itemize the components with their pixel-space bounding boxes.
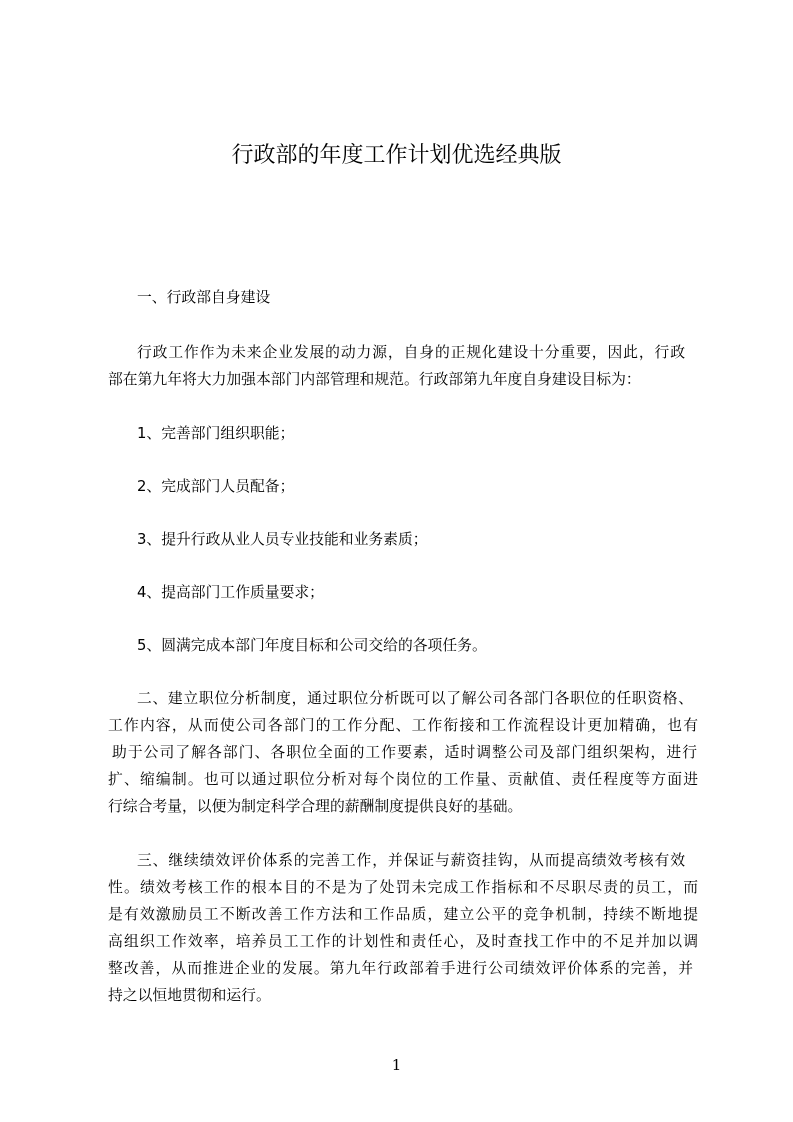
section-2-line: 二、建立职位分析制度，通过职位分析既可以了解公司各部门各职位的任职资格、	[137, 690, 693, 707]
section-3-line: 整改善，从而推进企业的发展。第九年行政部着手进行公司绩效评价体系的完善，并	[108, 960, 693, 977]
section-2-line: 扩、缩编制。也可以通过职位分析对每个岗位的工作量、贡献值、责任程度等方面进	[108, 771, 698, 788]
goal-item: 1、完善部门组织职能；	[137, 425, 295, 442]
goal-item: 2、完成部门人员配备；	[137, 478, 295, 495]
section-3-line: 高组织工作效率，培养员工工作的计划性和责任心，及时查找工作中的不足并加以调	[108, 933, 698, 950]
section-3-line: 性。绩效考核工作的根本目的不是为了处罚未完成工作指标和不尽职尽责的员工，而	[108, 879, 698, 896]
section-2-line: 行综合考量，以便为制定科学合理的薪酬制度提供良好的基础。	[108, 798, 523, 815]
goal-item: 3、提升行政从业人员专业技能和业务素质；	[137, 531, 428, 548]
section-3-line: 持之以恒地贯彻和运行。	[108, 987, 271, 1004]
section-3-line: 三、继续绩效评价体系的完善工作，并保证与薪资挂钩，从而提高绩效考核有效	[137, 852, 685, 869]
section-2-line: 工作内容，从而使公司各部门的工作分配、工作衔接和工作流程设计更加精确，也有	[108, 717, 698, 734]
section-1-heading: 一、行政部自身建设	[137, 289, 271, 306]
page-number: 1	[391, 1056, 402, 1074]
intro-line: 部在第九年将大力加强本部门内部管理和规范。行政部第九年度自身建设目标为：	[108, 371, 641, 388]
goal-item: 5、圆满完成本部门年度目标和公司交给的各项任务。	[137, 637, 487, 654]
intro-line: 行政工作作为未来企业发展的动力源，自身的正规化建设十分重要，因此，行政	[137, 344, 685, 361]
section-3-line: 是有效激励员工不断改善工作方法和工作品质，建立公平的竞争机制，持续不断地提	[108, 906, 698, 923]
goal-item: 4、提高部门工作质量要求；	[137, 584, 324, 601]
document-title: 行政部的年度工作计划优选经典版	[231, 143, 562, 168]
section-2-line: 助于公司了解各部门、各职位全面的工作要素，适时调整公司及部门组织架构，进行	[112, 744, 697, 761]
